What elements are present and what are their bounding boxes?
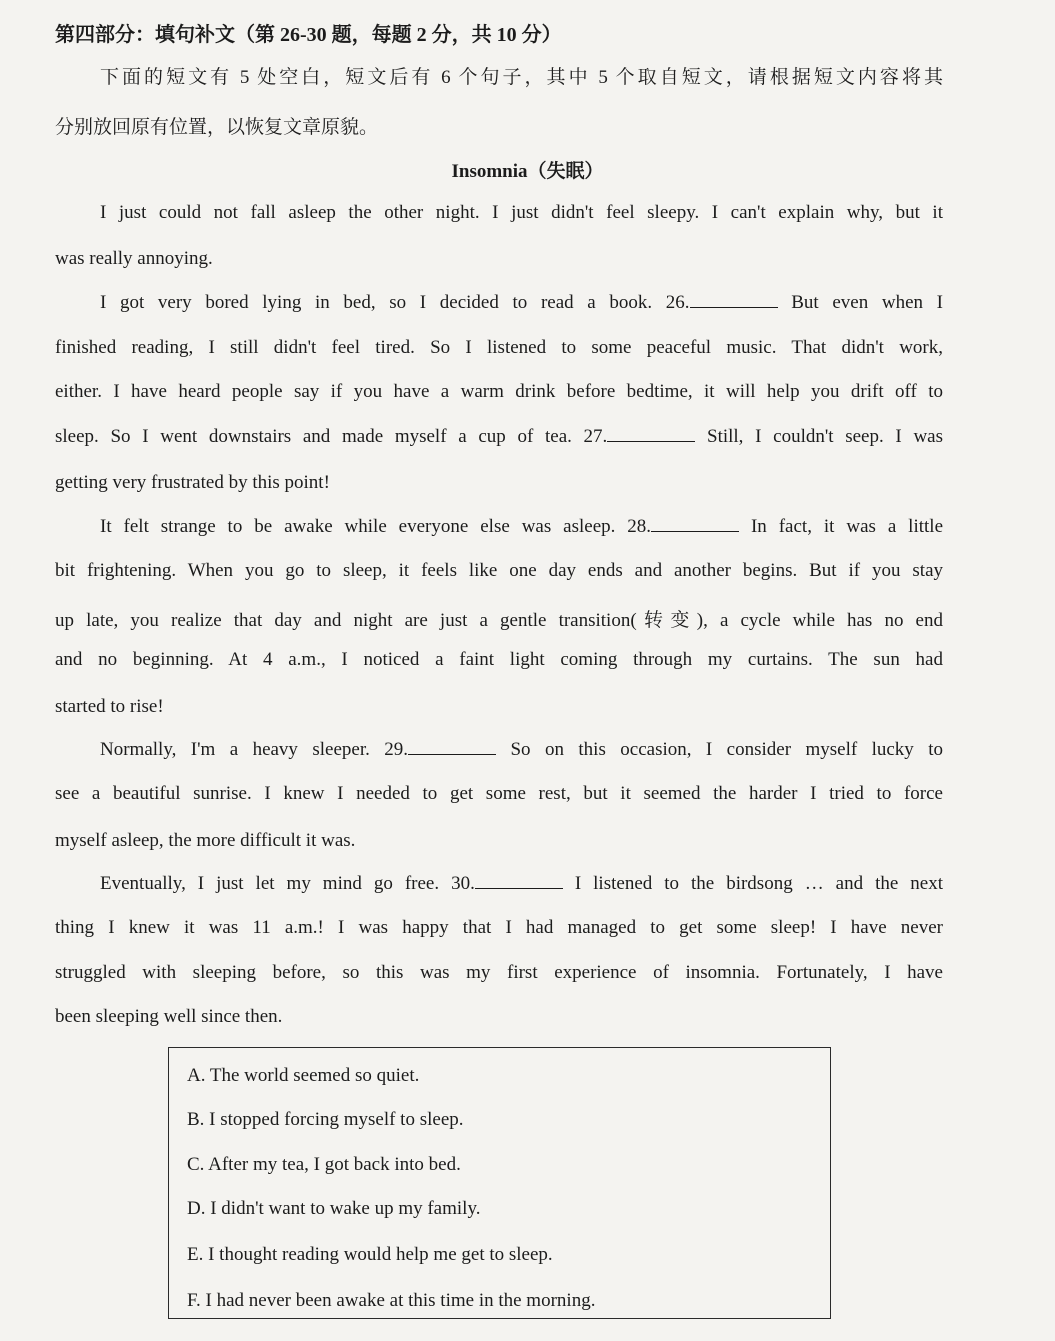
p3-line-1-text-end: In fact, it was a little — [750, 516, 944, 537]
p2-line-1-text-end: But even when I — [791, 292, 944, 313]
p1-line-1: I just could not fall asleep the other night. I just didn't feel sleepy. I can't explain why, but it — [100, 202, 943, 223]
instructions-line-1: 下面的短文有 5 处空白，短文后有 6 个句子，其中 5 个取自短文，请根据短文内容将其 — [100, 67, 943, 88]
p2-line-2: finished reading, I still didn't feel tired. So I listened to some peaceful music. That didn't work, — [55, 337, 943, 358]
instructions-line-2: 分别放回原有位置，以恢复文章原貌。 — [55, 117, 379, 138]
p5-line-1 — [100, 873, 943, 895]
p2-line-4-text: sleep. So I went downstairs and made myself a cup of tea. 27. — [55, 426, 608, 447]
p4-line-1 — [100, 739, 943, 761]
option-f: F. I had never been awake at this time in the morning. — [187, 1290, 596, 1311]
p4-line-2: see a beautiful sunrise. I knew I needed to get some rest, but it seemed the harder I tried to force — [55, 783, 943, 804]
blank-27 — [607, 440, 695, 442]
p2-line-4 — [55, 426, 943, 448]
p2-line-3: either. I have heard people say if you have a warm drink before bedtime, it will help you drift off to — [55, 381, 943, 402]
options-box — [168, 1047, 831, 1319]
option-e: E. I thought reading would help me get to sleep. — [187, 1244, 553, 1265]
p5-line-1-text: Eventually, I just let my mind go free. 30. — [100, 873, 475, 894]
p3-line-1-text: It felt strange to be awake while everyone else was asleep. 28. — [100, 516, 652, 537]
p4-line-1-text: Normally, I'm a heavy sleeper. 29. — [100, 739, 409, 760]
section-title: 第四部分：填句补文（第 26-30 题，每题 2 分，共 10 分） — [55, 24, 562, 46]
p5-line-2: thing I knew it was 11 a.m.! I was happy that I had managed to get some sleep! I have never — [55, 917, 943, 938]
blank-28 — [651, 530, 739, 532]
option-b: B. I stopped forcing myself to sleep. — [187, 1109, 464, 1130]
p4-line-3: myself asleep, the more difficult it was. — [55, 830, 356, 851]
p2-line-5: getting very frustrated by this point! — [55, 472, 330, 493]
p3-line-1 — [100, 516, 943, 538]
p5-line-4: been sleeping well since then. — [55, 1006, 283, 1027]
p2-line-1 — [100, 292, 943, 314]
p3-line-5: started to rise! — [55, 696, 164, 717]
p1-line-2: was really annoying. — [55, 248, 213, 269]
p2-line-4-text-end: Still, I couldn't seep. I was — [707, 426, 943, 447]
p5-line-3: struggled with sleeping before, so this was my first experience of insomnia. Fortunately, I have — [55, 962, 943, 983]
article-title: Insomnia（失眠） — [451, 161, 604, 182]
blank-26 — [690, 306, 778, 308]
option-d: D. I didn't want to wake up my family. — [187, 1198, 481, 1219]
option-a: A. The world seemed so quiet. — [187, 1065, 420, 1086]
blank-29 — [408, 753, 496, 755]
p2-line-1-text: I got very bored lying in bed, so I decided to read a book. 26. — [100, 292, 690, 313]
p3-line-4: and no beginning. At 4 a.m., I noticed a faint light coming through my curtains. The sun had — [55, 649, 943, 670]
blank-30 — [475, 887, 563, 889]
p3-line-2: bit frightening. When you go to sleep, it feels like one day ends and another begins. But if you stay — [55, 560, 943, 581]
p3-line-3: up late, you realize that day and night are just a gentle transition(转变), a cycle while has no end — [55, 610, 943, 631]
p5-line-1-text-end: I listened to the birdsong … and the next — [574, 873, 944, 894]
p4-line-1-text-end: So on this occasion, I consider myself lucky to — [510, 739, 944, 760]
option-c: C. After my tea, I got back into bed. — [187, 1154, 461, 1175]
